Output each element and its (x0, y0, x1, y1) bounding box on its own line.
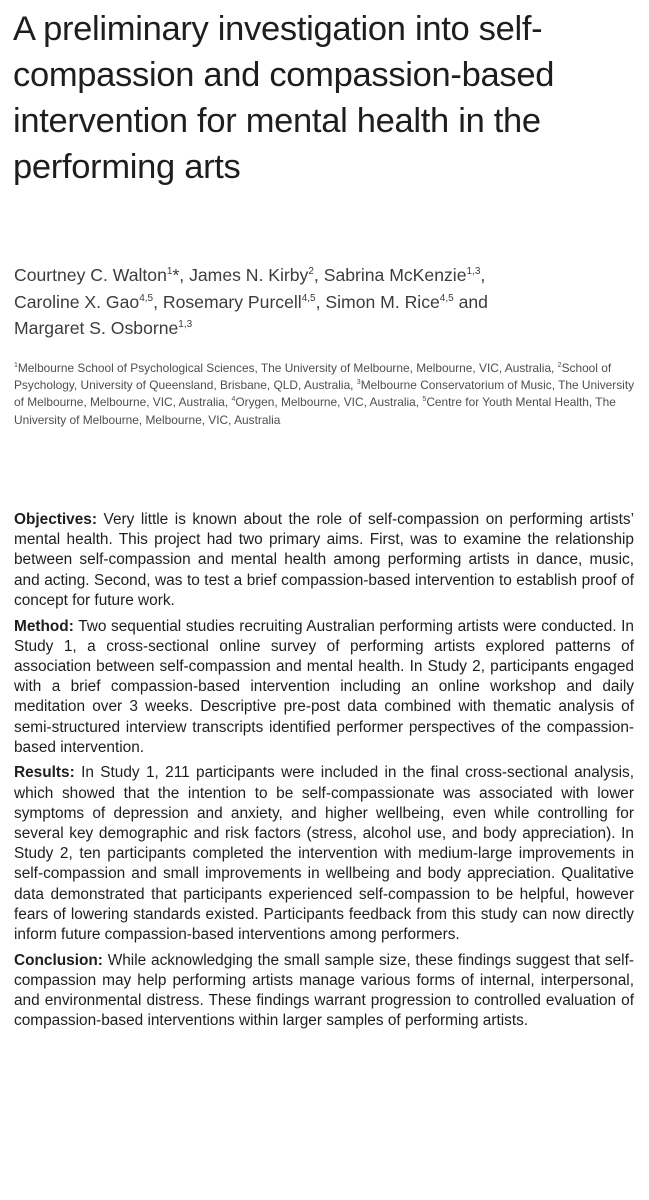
section-label: Objectives: (14, 511, 97, 528)
author-affiliation-sup: 1,3 (178, 319, 193, 330)
section-text: While acknowledging the small sample size, these findings suggest that self-compassion may help performing artists manage various forms of internal, interpersonal, and environmental distress. These findings warrant progression to controlled evaluation of compassion-based interventions within larger samples of performing artists. (14, 951, 634, 1030)
author: Margaret S. Osborne$^{1,3}$ (14, 318, 193, 338)
author-affiliation-sup: 1,3 (466, 266, 481, 277)
section-label: Method: (14, 617, 74, 635)
abstract-results (14, 763, 634, 945)
paper-title: A preliminary investigation into self-compassion and compassion-based intervention for mental health in the performing arts (13, 10, 555, 186)
author-affiliation-sup: 4,5 (139, 292, 154, 304)
affiliations: $^1$Melbourne School of Psychological Sciences, The University of Melbourne, Melbourne, VIC, Australia, $^2$School of Psychology, University of Queensland, Brisbane, QLD, Australia, $^3$Melbourne Conservatorium of Music, The University of Melbourne, Melbourne, VIC, Australia, $^4$Orygen, Melbourne, VIC, Australia, $^5$Centre for Youth Mental Health, The University of Melbourne, Melbourne, VIC, Australia (14, 361, 635, 427)
section-text: Very little is known about the role of self-compassion on performing artists’ mental health. This project had two primary aims. First, was to examine the relationship between self-compassion and mental health among performing artists in dance, music, and acting. Second, was to test a brief compassion-based intervention to establish proof of concept for future work. (14, 511, 634, 609)
affiliation: Orygen, Melbourne, VIC, Australia, (235, 395, 423, 410)
section-label: Results: (14, 764, 75, 782)
author: Simon M. Rice$^{4,5}$ (325, 291, 454, 312)
abstract-objectives (14, 510, 634, 611)
abstract-method (14, 617, 634, 758)
author-affiliation-sup: 2 (308, 266, 314, 277)
affiliation: Centre for Youth Mental Health, The University of Melbourne, Melbourne, VIC, Australia (14, 395, 616, 427)
author: Sabrina McKenzie$^{1,3}$ (323, 265, 481, 285)
section-label: Conclusion: (14, 951, 103, 969)
section-text: In Study 1, 211 participants were included in the final cross-sectional analysis, which showed that the intention to be self-compassionate was associated with lower symptoms of depression and anxiety, and higher wellbeing, even while controlling for several key demographic and risk factors (stress, alcohol use, and body appreciation). In Study 2, ten participants completed the intervention with medium-large improvements in self-compassion and small improvements in wellbeing and body appreciation. Qualitative data demonstrated that participants experienced self-compassion to be helpful, however fears of lowering standards existed. Participants feedback from this study can now directly inform future compassion-based interventions among performers. (14, 764, 634, 944)
author: Caroline X. Gao$^{4,5}$ (14, 291, 154, 312)
author-affiliation-sup: 4,5 (439, 292, 454, 304)
author-list: Courtney C. Walton$^1$*, James N. Kirby$^2$, Sabrina McKenzie$^{1,3}$, Caroline X. Gao$^{4,5}$, Rosemary Purcell$^{4,5}$, Simon M. Rice$^{4,5}$ and Margaret S. Osborne$^{1,3}$ (14, 265, 488, 338)
affiliation: Melbourne School of Psychological Sciences, The University of Melbourne, Melbourne, VIC, Australia, (17, 361, 558, 375)
abstract-conclusion (14, 951, 634, 1032)
author-affiliation-sup: 4,5 (301, 292, 316, 304)
affiliation: School of Psychology, University of Queensland, Brisbane, QLD, Australia, (14, 361, 612, 393)
affiliation: Melbourne Conservatorium of Music, The University of Melbourne, Melbourne, VIC, Australia, (14, 378, 635, 410)
author: Rosemary Purcell$^{4,5}$ (162, 291, 316, 312)
author: James N. Kirby$^2$ (189, 265, 314, 285)
author: Courtney C. Walton$^1$* (14, 265, 180, 285)
author-affiliation-sup: 1 (166, 266, 173, 277)
abstract (14, 510, 634, 1037)
section-text: Two sequential studies recruiting Australian performing artists were conducted. In Study 1, a cross-sectional online survey of performing artists explored patterns of association between self-compassion and mental health. In Study 2, participants engaged with a brief compassion-based intervention including an online workshop and daily meditation over 3 weeks. Descriptive pre-post data combined with thematic analysis of semi-structured interview transcripts identified performer perspectives of the compassion-based intervention. (14, 617, 634, 756)
corresponding-author-mark: * (172, 265, 180, 285)
